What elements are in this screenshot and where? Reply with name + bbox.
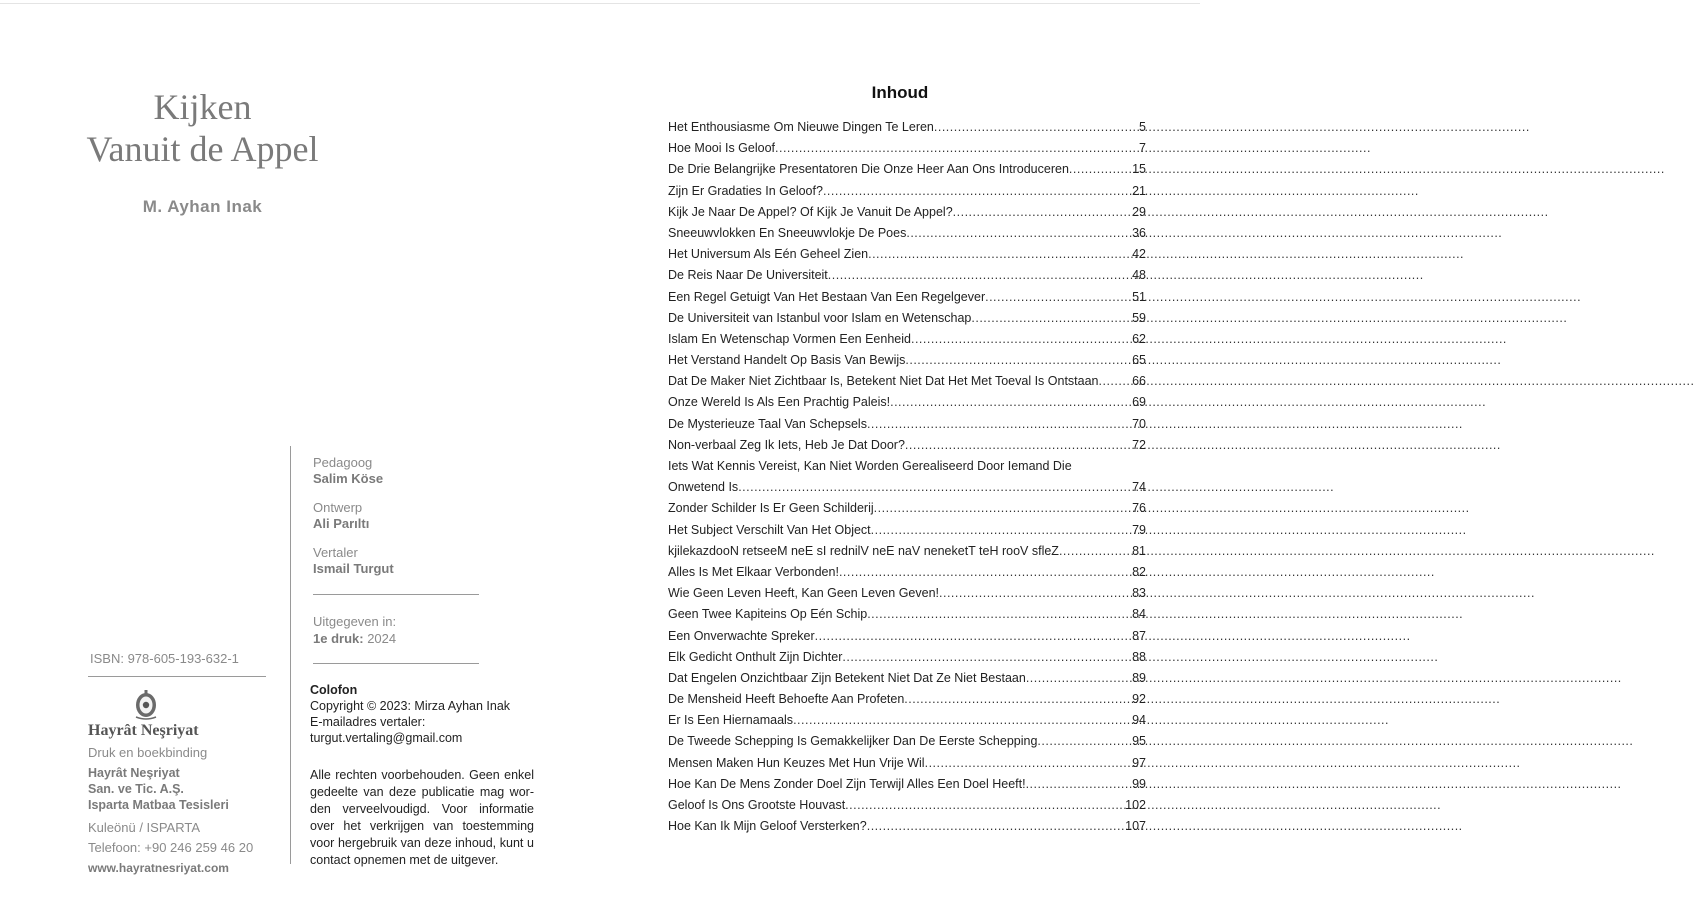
vertical-divider bbox=[290, 446, 291, 864]
edition-label: 1e druk: bbox=[313, 631, 364, 646]
toc-entry bbox=[668, 607, 1146, 628]
toc-entry-page: 99 bbox=[1132, 776, 1146, 791]
toc-leader-dots bbox=[867, 819, 1125, 833]
toc-leader-dots bbox=[793, 713, 1132, 727]
published-label: Uitgegeven in: bbox=[313, 614, 397, 629]
toc-entry-title: Zijn Er Gradaties In Geloof? bbox=[668, 183, 823, 198]
toc-entry-title: Geen Twee Kapiteins Op Eén Schip bbox=[668, 607, 868, 622]
toc-title: Inhoud bbox=[871, 83, 929, 102]
toc-entry-title: Het Universum Als Eén Geheel Zien bbox=[668, 247, 869, 262]
pedagogue-label: Pedagoog bbox=[313, 455, 373, 470]
toc-entry-page: 69 bbox=[1132, 395, 1146, 410]
toc-entry-title: Hoe Mooi Is Geloof bbox=[668, 141, 775, 156]
toc-entry bbox=[668, 544, 1146, 565]
toc-entry bbox=[668, 565, 1146, 586]
toc-entry-title: Een Onverwachte Spreker bbox=[668, 628, 815, 643]
toc-entry-page: 15 bbox=[1132, 162, 1146, 177]
toc-entry bbox=[668, 311, 1146, 332]
toc-entry-page: 79 bbox=[1132, 522, 1146, 537]
toc-entry-title: De Tweede Schepping Is Gemakkelijker Dan De Eerste Schepping bbox=[668, 734, 1038, 749]
toc-leader-dots bbox=[1026, 777, 1133, 791]
edition-year: 2024 bbox=[367, 631, 397, 646]
toc-entry-page: 87 bbox=[1132, 628, 1146, 643]
toc-entry-page: 107 bbox=[1125, 819, 1146, 834]
toc-entry-page: 97 bbox=[1132, 755, 1146, 770]
designer-name: Ali Parıltı bbox=[313, 516, 370, 531]
toc-entry-page: 82 bbox=[1132, 564, 1146, 579]
toc-entry bbox=[668, 205, 1146, 226]
toc-entry bbox=[668, 374, 1146, 395]
toc-leader-dots bbox=[842, 650, 1132, 664]
toc-leader-dots bbox=[953, 205, 1132, 219]
toc-entry-title: De Mensheid Heeft Behoefte Aan Profeten bbox=[668, 692, 905, 707]
toc-leader-dots bbox=[925, 756, 1133, 770]
toc-entry-title: Er Is Een Hiernamaals bbox=[668, 713, 794, 728]
toc-entry-page: 65 bbox=[1132, 353, 1146, 368]
toc-entry-page: 42 bbox=[1132, 247, 1146, 262]
toc-entry-title: kjilekazdooN retseeM neE sI rednilV neE naV neneketT teH rooV sfleZ bbox=[668, 543, 1059, 558]
toc-entry-page: 59 bbox=[1132, 310, 1146, 325]
toc-entry bbox=[668, 798, 1146, 819]
toc-leader-dots bbox=[1069, 162, 1132, 176]
isbn: ISBN: 978-605-193-632-1 bbox=[90, 651, 239, 666]
toc-entry-page: 36 bbox=[1132, 225, 1146, 240]
toc-entry bbox=[668, 650, 1146, 671]
toc-entry-page: 83 bbox=[1132, 586, 1146, 601]
toc-leader-dots bbox=[1059, 544, 1132, 558]
toc-entry-title: Mensen Maken Hun Keuzes Met Hun Vrije Wil bbox=[668, 755, 925, 770]
toc-entry bbox=[668, 629, 1146, 650]
page-top-border bbox=[0, 3, 1200, 4]
toc-entry bbox=[668, 586, 1146, 607]
toc-leader-dots bbox=[971, 311, 1132, 325]
toc-entry-page: 7 bbox=[1139, 141, 1146, 156]
toc-entry-page: 48 bbox=[1132, 268, 1146, 283]
toc-entry bbox=[668, 777, 1146, 798]
toc-entry bbox=[668, 501, 1146, 522]
toc-entry-page: 89 bbox=[1132, 670, 1146, 685]
toc-leader-dots bbox=[868, 247, 1132, 261]
toc-entry-title: Een Regel Getuigt Van Het Bestaan Van Een Regelgever bbox=[668, 289, 986, 304]
toc-leader-dots bbox=[839, 565, 1132, 579]
toc-entry bbox=[668, 480, 1146, 501]
toc-entry bbox=[668, 819, 1146, 840]
toc-leader-dots bbox=[905, 353, 1132, 367]
toc-entry-title: Hoe Kan Ik Mijn Geloof Versterken? bbox=[668, 819, 867, 834]
toc-entry-title: Sneeuwvlokken En Sneeuwvlokje De Poes bbox=[668, 225, 907, 240]
toc-entry-title: Het Enthousiasme Om Nieuwe Dingen Te Leren bbox=[668, 120, 934, 134]
toc-entry-page: 74 bbox=[1132, 480, 1146, 495]
pedagogue-name: Salim Köse bbox=[313, 471, 384, 486]
toc-leader-dots bbox=[1037, 734, 1132, 748]
toc-entry-page: 88 bbox=[1132, 649, 1146, 664]
toc-entry-title-line1: Iets Wat Kennis Vereist, Kan Niet Worden Gerealiseerd Door Iemand Die bbox=[668, 459, 1072, 473]
toc-entry bbox=[668, 332, 1146, 353]
book-title bbox=[60, 86, 345, 170]
toc-leader-dots bbox=[985, 290, 1132, 304]
toc-entry-title: Kijk Je Naar De Appel? Of Kijk Je Vanuit De Appel? bbox=[668, 204, 953, 219]
toc-entry bbox=[668, 734, 1146, 755]
printer-line1: Hayrât Neşriyat bbox=[88, 766, 180, 780]
toc-entry-title: Hoe Kan De Mens Zonder Doel Zijn Terwijl Alles Een Doel Heeft! bbox=[668, 776, 1026, 791]
toc-entry-page: 70 bbox=[1132, 416, 1146, 431]
toc-entry-page: 29 bbox=[1132, 204, 1146, 219]
toc-entry bbox=[668, 692, 1146, 713]
book-author: M. Ayhan Inak bbox=[142, 197, 263, 216]
toc-entry bbox=[668, 184, 1146, 205]
toc-entry-page: 95 bbox=[1132, 734, 1146, 749]
toc-entry-page: 94 bbox=[1132, 713, 1146, 728]
translator-name: Ismail Turgut bbox=[313, 561, 394, 576]
toc-entry bbox=[668, 120, 1146, 141]
toc-entry-title: Wie Geen Leven Heeft, Kan Geen Leven Geven! bbox=[668, 586, 940, 601]
toc-leader-dots bbox=[890, 395, 1132, 409]
copyright-text: Copyright © 2023: Mirza Ayhan Inak bbox=[310, 699, 511, 713]
toc-leader-dots bbox=[845, 798, 1125, 812]
toc-leader-dots bbox=[823, 184, 1132, 198]
publication-divider bbox=[313, 663, 479, 664]
toc-entry bbox=[668, 226, 1146, 247]
printing-label: Druk en boekbinding bbox=[88, 745, 208, 760]
toc-entry bbox=[668, 290, 1146, 311]
toc-entry bbox=[668, 395, 1146, 416]
toc-leader-dots bbox=[874, 501, 1132, 515]
toc-entry-page: 76 bbox=[1132, 501, 1146, 516]
toc-entry-page: 62 bbox=[1132, 331, 1146, 346]
toc-entry-title: Het Subject Verschilt Van Het Object bbox=[668, 522, 871, 537]
ornamental-emblem-icon bbox=[131, 688, 161, 720]
toc-leader-dots bbox=[939, 586, 1132, 600]
toc-entry-title: De Drie Belangrijke Presentatoren Die Onze Heer Aan Ons Introduceren bbox=[668, 162, 1069, 177]
toc-leader-dots bbox=[905, 438, 1132, 452]
translator-label: Vertaler bbox=[313, 545, 358, 560]
toc-entry bbox=[668, 247, 1146, 268]
credits-divider bbox=[313, 594, 479, 595]
publisher-name: Hayrât Neşriyat bbox=[88, 722, 199, 739]
toc-entry-title-line2: Onwetend Is bbox=[668, 480, 739, 495]
book-title-line1: Kijken bbox=[153, 87, 252, 127]
toc-entry-page: 84 bbox=[1132, 607, 1146, 622]
toc-entry-title: Elk Gedicht Onthult Zijn Dichter bbox=[668, 649, 843, 664]
printer-line3: Isparta Matbaa Tesisleri bbox=[88, 798, 229, 812]
toc-entry bbox=[668, 438, 1146, 459]
colofon-block bbox=[310, 682, 534, 746]
toc-entry bbox=[668, 417, 1146, 438]
toc-entry bbox=[668, 141, 1146, 162]
translator-email: turgut.vertaling@gmail.com bbox=[310, 731, 463, 745]
toc-leader-dots bbox=[867, 607, 1132, 621]
toc-entry bbox=[668, 268, 1146, 289]
toc-leader-dots bbox=[867, 417, 1132, 431]
toc-entry-page: 72 bbox=[1132, 437, 1146, 452]
publisher-phone: Telefoon: +90 246 259 46 20 bbox=[88, 840, 254, 855]
isbn-divider bbox=[88, 676, 266, 677]
design-label: Ontwerp bbox=[313, 500, 363, 515]
toc-entry-page: 5 bbox=[1139, 120, 1146, 134]
toc-entry bbox=[668, 756, 1146, 777]
toc-entry bbox=[668, 671, 1146, 692]
publisher-website: www.hayratnesriyat.com bbox=[88, 861, 229, 875]
rights-notice: Alle rechten voorbehouden. Geen enkel gedeelte van deze publicatie mag wor-den verveelvoudigd. Voor informatie over het verkrijgen van toestemming voor hergebruik van deze inhoud, kunt u contact opnemen met de uitgever. bbox=[310, 768, 534, 867]
toc-entry-title: Het Verstand Handelt Op Basis Van Bewijs bbox=[668, 353, 906, 368]
book-title-line2: Vanuit de Appel bbox=[86, 129, 319, 169]
toc-entry bbox=[668, 523, 1146, 544]
toc-leader-dots bbox=[738, 480, 1132, 494]
publication-info bbox=[313, 613, 396, 647]
toc-entry-title: De Mysterieuze Taal Van Schepsels bbox=[668, 416, 867, 431]
toc-entry-title: Zonder Schilder Is Er Geen Schilderij bbox=[668, 501, 874, 516]
toc-entry bbox=[668, 713, 1146, 734]
toc-entry-title: De Reis Naar De Universiteit bbox=[668, 268, 828, 283]
toc-leader-dots bbox=[904, 692, 1132, 706]
toc-leader-dots bbox=[934, 120, 1139, 134]
toc-leader-dots bbox=[911, 332, 1132, 346]
toc-leader-dots bbox=[828, 268, 1132, 282]
email-label: E-mailadres vertaler: bbox=[310, 715, 426, 729]
toc-leader-dots bbox=[1099, 374, 1133, 388]
printer-line2: San. ve Tic. A.Ş. bbox=[88, 782, 184, 796]
table-of-contents bbox=[668, 120, 1146, 840]
toc-leader-dots bbox=[906, 226, 1132, 240]
toc-leader-dots bbox=[775, 141, 1139, 155]
toc-entry-page: 66 bbox=[1132, 374, 1146, 389]
toc-entry bbox=[668, 162, 1146, 183]
toc-entry-page: 21 bbox=[1132, 183, 1146, 198]
toc-entry-title: Alles Is Met Elkaar Verbonden! bbox=[668, 564, 839, 579]
toc-entry-page: 51 bbox=[1132, 289, 1146, 304]
toc-leader-dots bbox=[1026, 671, 1132, 685]
toc-entry-title: Non-verbaal Zeg Ik Iets, Heb Je Dat Door? bbox=[668, 437, 905, 452]
toc-leader-dots bbox=[815, 629, 1132, 643]
toc-entry-title: Dat Engelen Onzichtbaar Zijn Betekent Niet Dat Ze Niet Bestaan bbox=[668, 670, 1026, 685]
toc-entry-page: 102 bbox=[1125, 798, 1146, 812]
publisher-city: Kuleönü / ISPARTA bbox=[88, 820, 201, 835]
toc-leader-dots bbox=[871, 523, 1132, 537]
credits-block bbox=[313, 455, 533, 590]
toc-entry-title: Onze Wereld Is Als Een Prachtig Paleis! bbox=[668, 395, 891, 410]
printer-info bbox=[88, 765, 229, 813]
toc-entry-title: Islam En Wetenschap Vormen Een Eenheid bbox=[668, 331, 911, 346]
toc-entry-page: 81 bbox=[1132, 543, 1146, 558]
toc-entry-title: Geloof Is Ons Grootste Houvast bbox=[668, 798, 846, 812]
toc-entry-page: 92 bbox=[1132, 692, 1146, 707]
toc-entry bbox=[668, 353, 1146, 374]
colofon-heading: Colofon bbox=[310, 683, 358, 697]
toc-entry-title: Dat De Maker Niet Zichtbaar Is, Betekent Niet Dat Het Met Toeval Is Ontstaan bbox=[668, 374, 1099, 389]
toc-entry-title: De Universiteit van Istanbul voor Islam en Wetenschap bbox=[668, 310, 972, 325]
